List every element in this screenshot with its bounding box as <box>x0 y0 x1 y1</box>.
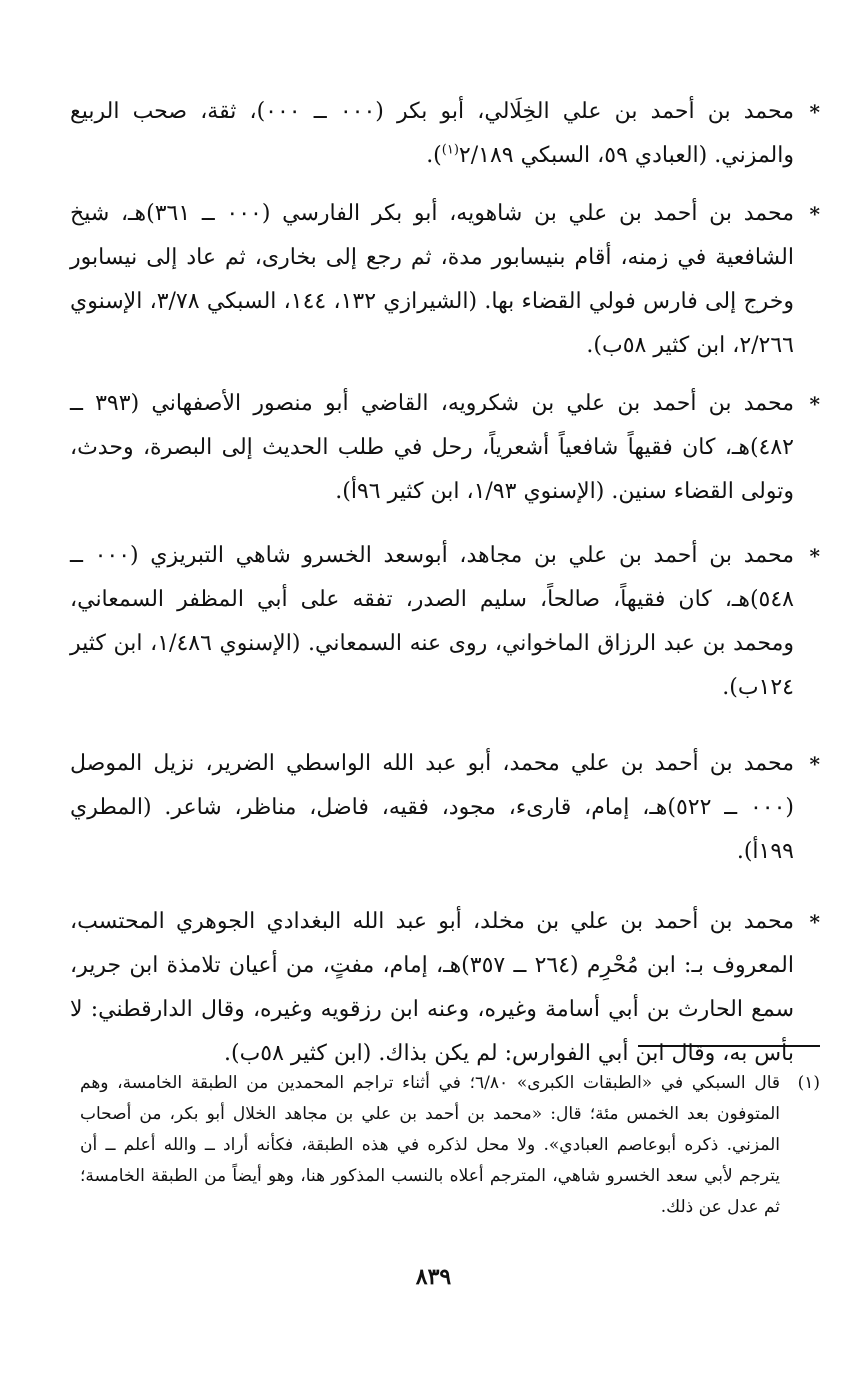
biography-entry-al-khallali <box>70 90 820 178</box>
asterisk-marker: * <box>809 100 820 124</box>
entry-text: محمد بن أحمد بن علي محمد، أبو عبد الله الواسطي الضرير، نزيل الموصل (٠٠٠ ــ ٥٢٢)هـ، إمام، قارىء، مجود، فقيه، فاضل، مناظر، شاعر. (المطري ١٩٩أ). <box>70 751 794 864</box>
asterisk-marker: * <box>809 392 820 416</box>
asterisk-marker: * <box>809 910 820 934</box>
footnote-separator <box>638 1045 820 1047</box>
footnote <box>80 1068 820 1223</box>
biography-entry-al-wasiti <box>70 742 820 874</box>
entry-text: محمد بن أحمد بن علي بن شكرويه، القاضي أبو منصور الأصفهاني (٣٩٣ ــ ٤٨٢)هـ، كان فقيهاً شافعياً أشعرياً، رحل في طلب الحديث إلى البصرة، وحدث، وتولى القضاء سنين. (الإسنوي ١/٩٣، ابن كثير ٩٦أ). <box>70 391 794 504</box>
page-number: ٨٣٩ <box>415 1264 452 1290</box>
footnote-reference[interactable]: (١) <box>441 142 459 158</box>
footnote-marker: (١) <box>797 1073 820 1093</box>
entry-text: محمد بن أحمد بن علي بن مجاهد، أبوسعد الخسرو شاهي التبريزي (٠٠٠ ــ ٥٤٨)هـ، كان فقيهاً، صالحاً، سليم الصدر، تفقه على أبي المظفر السمعاني، ومحمد بن عبد الرزاق الماخواني، روى عنه السمعاني. (الإسنوي ١/٤٨٦، ابن كثير ١٢٤ب). <box>70 543 794 700</box>
asterisk-marker: * <box>809 752 820 776</box>
biography-entry-al-tabrizi <box>70 534 820 710</box>
entry-text: محمد بن أحمد بن علي الخِلَالي، أبو بكر (٠٠٠ ــ ٠٠٠)، ثقة، صحب الربيع والمزني. (العبادي ٥٩، السبكي ٢/١٨٩ <box>70 99 794 168</box>
entry-text: محمد بن أحمد بن علي بن مخلد، أبو عبد الله البغدادي الجوهري المحتسب، المعروف بـ: ابن مُحْرِم (٢٦٤ ــ ٣٥٧)هـ، إمام، مفتٍ، من أعيان تلامذة ابن جرير، سمع الحارث بن أبي أسامة وغيره، وعنه ابن رزقويه وغيره، وقال الدارقطني: لا بأس به، وقال ابن أبي الفوارس: لم يكن بذاك. (ابن كثير ٥٨ب). <box>70 909 794 1066</box>
footnote-text: قال السبكي في «الطبقات الكبرى» ٦/٨٠؛ في أثناء تراجم المحمدين من الطبقة الخامسة، وهم المتوفون بعد الخمس مئة؛ قال: «محمد بن أحمد بن علي بن مجاهد الخلال أبو بكر، من أصحاب المزني. ذكره أبوعاصم العبادي». ولا محل لذكره في هذه الطبقة، فكأنه أراد ــ والله أعلم ــ أن يترجم لأبي سعد الخسرو شاهي، المترجم أعلاه بالنسب المذكور هنا، وهو أيضاً من الطبقة الخامسة؛ ثم عدل عن ذلك. <box>80 1073 780 1217</box>
biography-entries <box>70 90 820 1076</box>
biography-entry-al-isfahani <box>70 382 820 514</box>
entry-text: محمد بن أحمد بن علي بن شاهويه، أبو بكر الفارسي (٠٠٠ ــ ٣٦١)هـ، شيخ الشافعية في زمنه، أقام بنيسابور مدة، ثم رجع إلى بخارى، ثم عاد إلى نيسابور وخرج إلى فارس فولي القضاء بها. (الشيرازي ١٣٢، ١٤٤، السبكي ٣/٧٨، الإسنوي ٢/٢٦٦، ابن كثير ٥٨ب). <box>70 201 795 358</box>
entry-text-tail: ). <box>426 143 442 168</box>
asterisk-marker: * <box>809 202 820 226</box>
asterisk-marker: * <box>809 544 820 568</box>
biography-entry-al-farisi <box>70 192 820 368</box>
biography-entry-al-jawhari <box>70 900 820 1076</box>
